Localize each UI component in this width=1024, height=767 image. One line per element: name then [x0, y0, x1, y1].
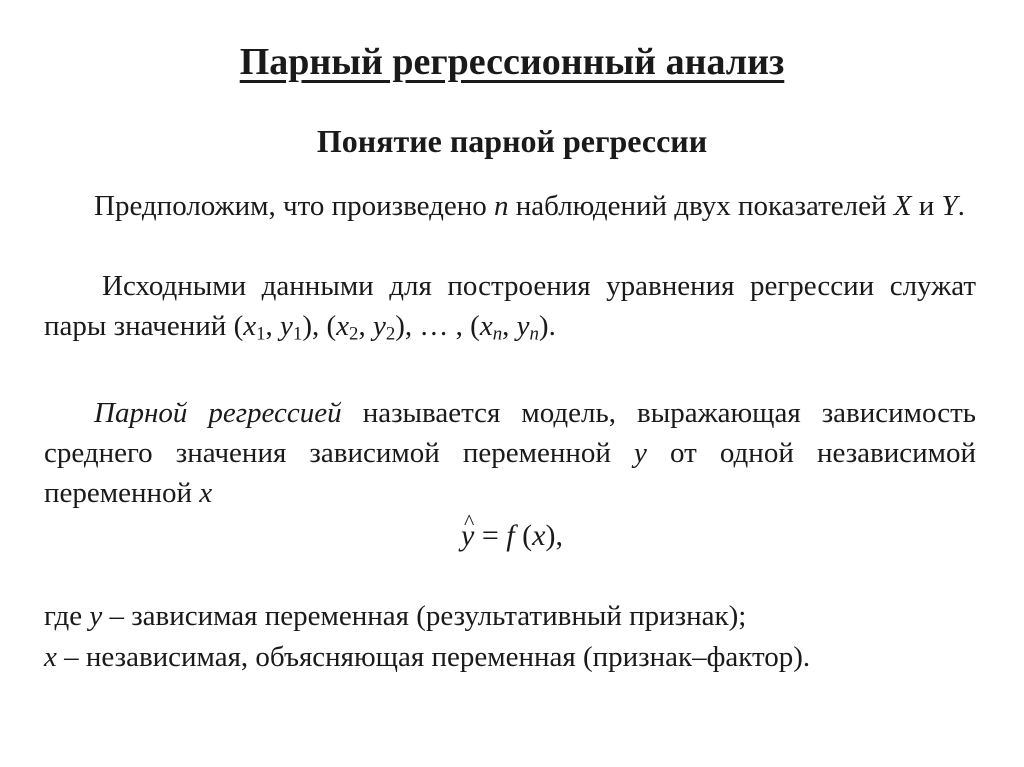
y-hat-symbol: ^ y — [461, 516, 474, 556]
paragraph-observations: Предположим, что произведено n наблюдений двух показателей X и Y. — [94, 190, 965, 222]
slide-title: Парный регрессионный анализ — [239, 41, 785, 83]
definition-term: Парной регрессией — [94, 397, 342, 429]
paragraph-source-data: Исходными данными для построения уравнения регрессии служат пары значений ($x_1$, $y_1$), ($x_2$, $y_2$), … , ($x_n$, $y_n$). — [44, 270, 976, 345]
paragraph-independent-variable: x – независимая, объясняющая переменная (признак–фактор). — [44, 641, 811, 673]
paragraph-dependent-variable: где y – зависимая переменная (результативный признак); — [44, 600, 747, 632]
paragraph-definition: Парной регрессией называется модель, выражающая зависимость среднего значения зависимой переменной y от одной независимой переменной x — [44, 397, 977, 509]
regression-formula: ^ y = f (x), — [0, 516, 1024, 556]
slide-subtitle: Понятие парной регрессии — [316, 123, 708, 159]
